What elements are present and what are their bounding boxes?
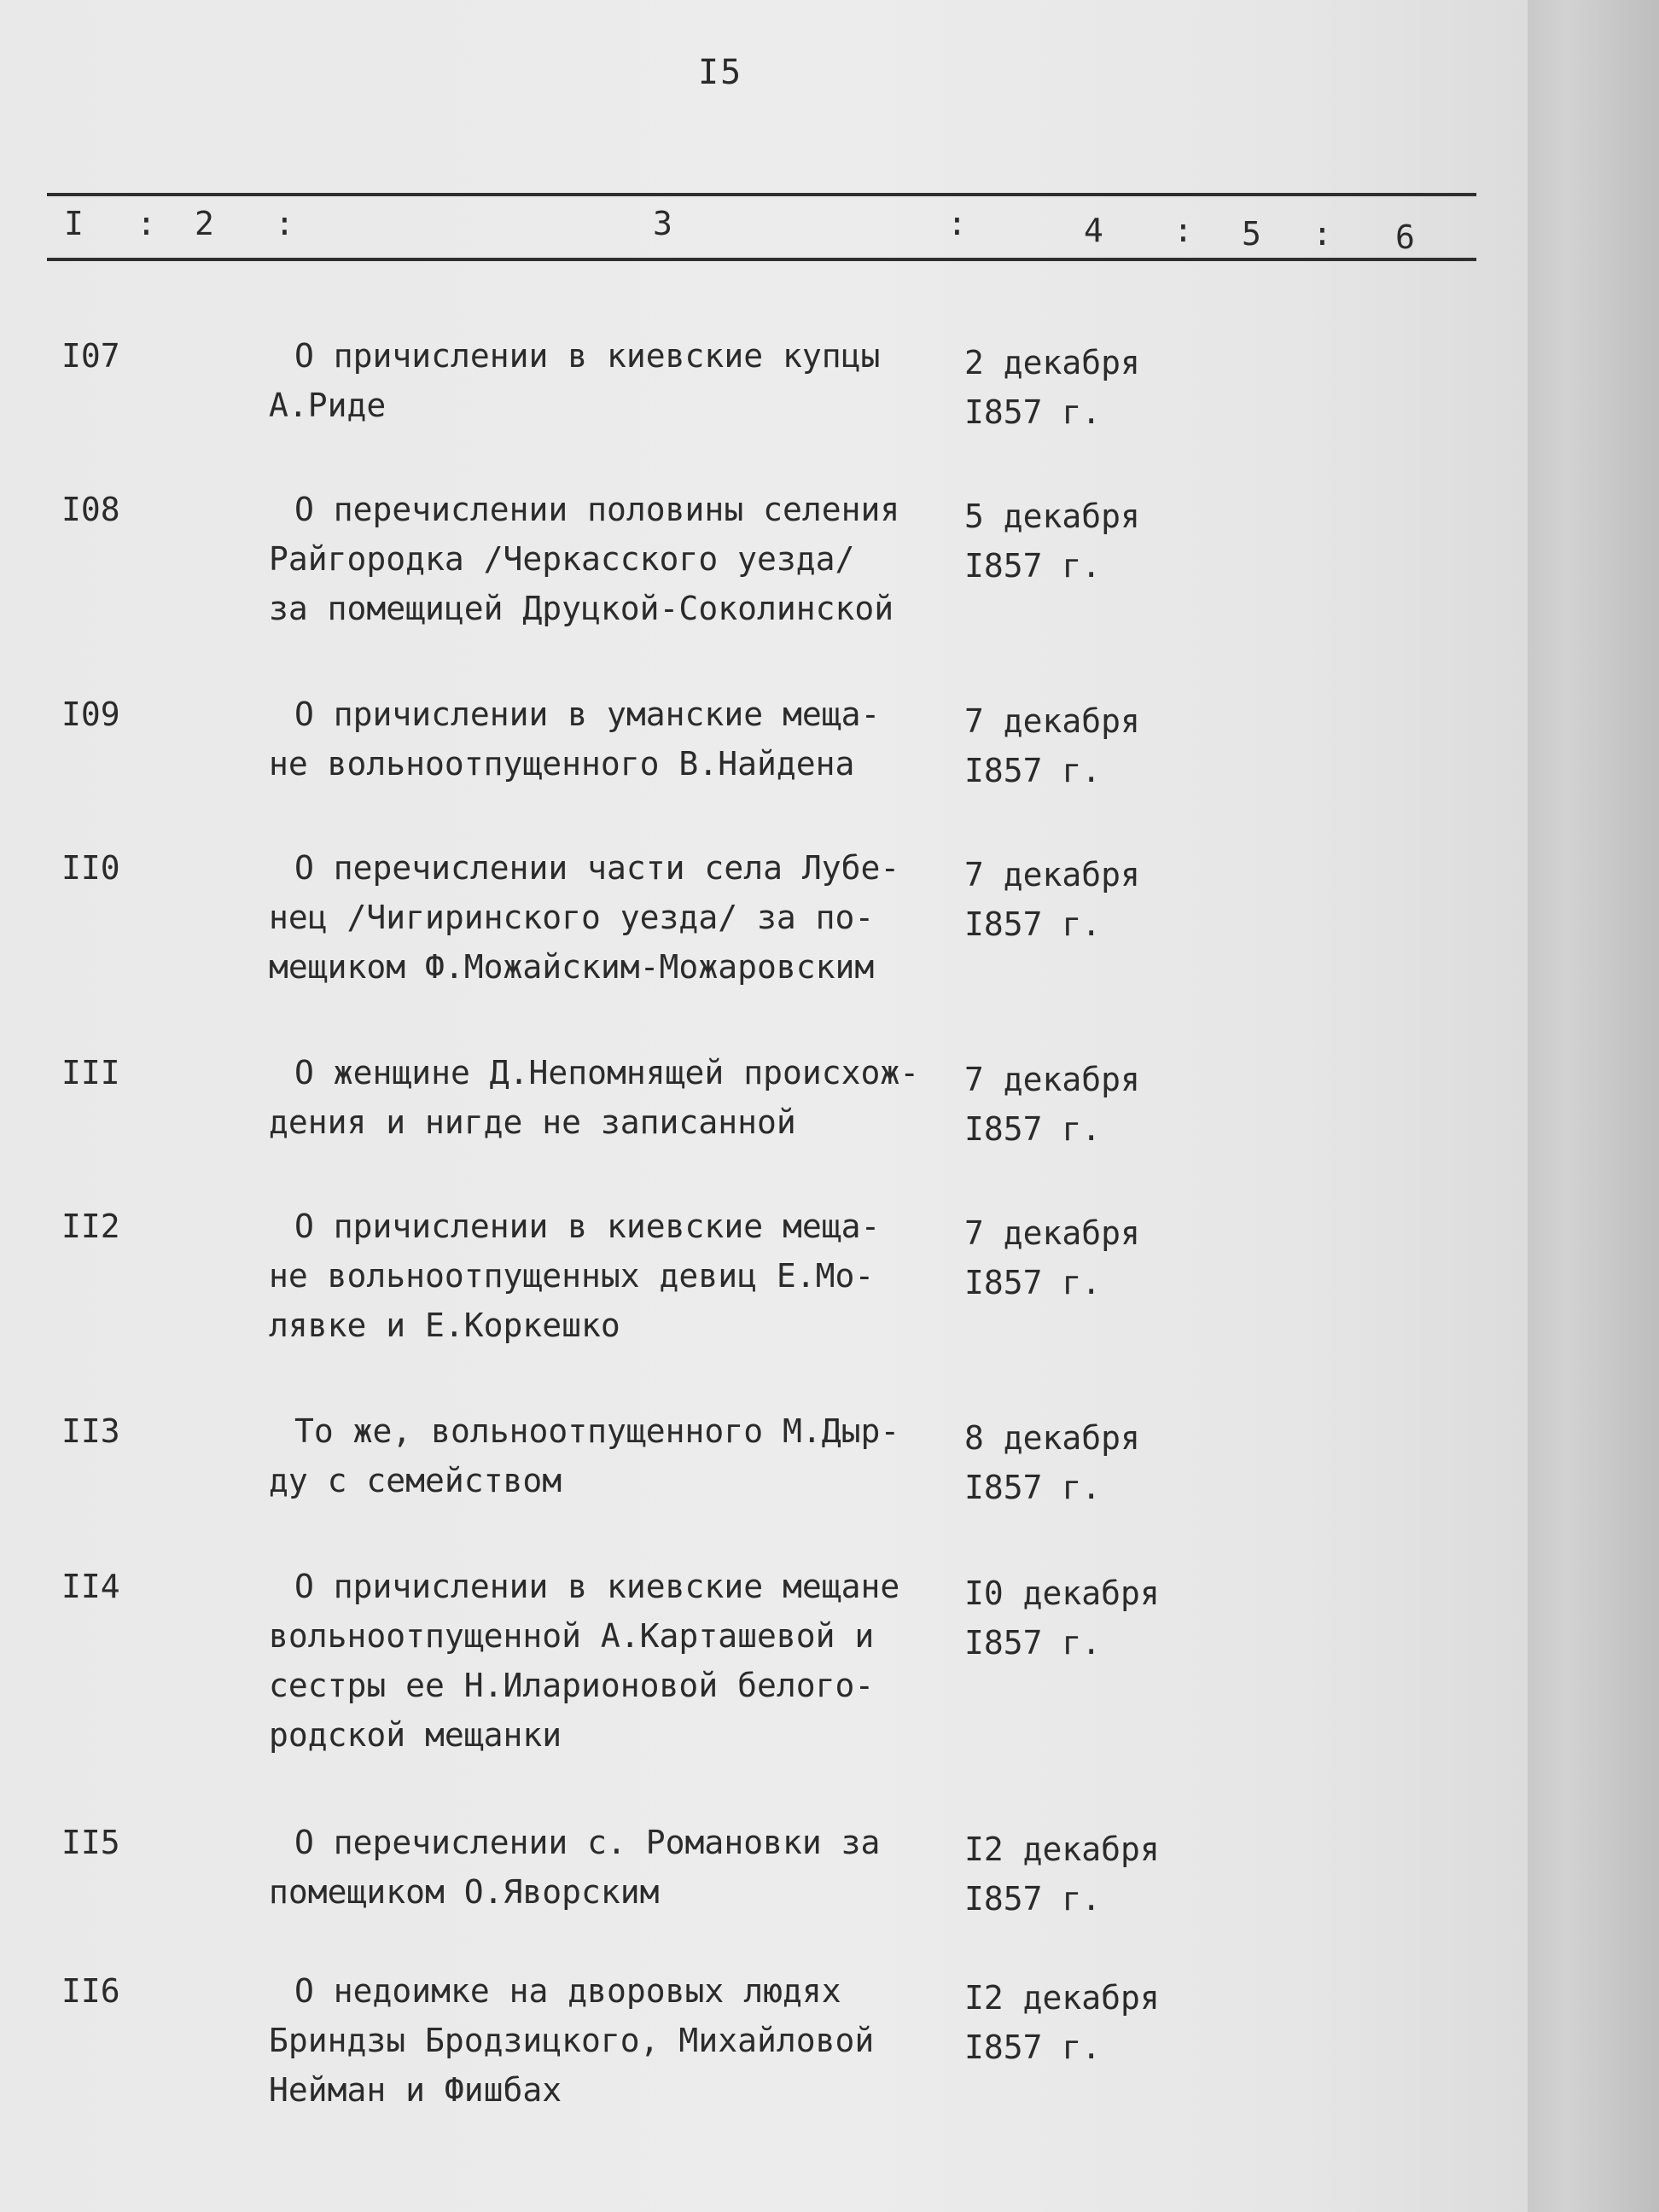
date-line: 5 декабря (964, 498, 1140, 535)
description-line: Нейман и Фишбах (269, 2071, 562, 2109)
row-date (964, 492, 1140, 591)
row-description (269, 1818, 960, 1917)
row-number: III (61, 1054, 120, 1091)
row-description (269, 843, 960, 992)
row-description (269, 1562, 960, 1760)
description-line: родской мещанки (269, 1716, 562, 1754)
row-date (964, 1208, 1140, 1307)
date-line: I857 г. (964, 1624, 1102, 1662)
description-line: не вольноотпущенного В.Найдена (269, 745, 855, 783)
date-line: I857 г. (964, 905, 1102, 943)
date-line: I2 декабря (964, 1831, 1160, 1868)
date-line: I857 г. (964, 1469, 1102, 1506)
column-header-separator: : (1313, 215, 1332, 253)
description-line: О недоимке на дворовых людях (294, 1972, 841, 2010)
column-header-1: I (64, 205, 84, 242)
description-line: О причислении в киевские мещане (294, 1568, 900, 1605)
row-number: II4 (61, 1568, 120, 1605)
row-date (964, 338, 1140, 437)
date-line: I857 г. (964, 1880, 1102, 1918)
row-number: II6 (61, 1972, 120, 2010)
row-number: II5 (61, 1824, 120, 1861)
page-number: I5 (698, 53, 743, 92)
column-header-2: 2 (195, 205, 214, 242)
description-line: нец /Чигиринского уезда/ за по- (269, 899, 875, 936)
description-line: О перечислении с. Романовки за (294, 1824, 881, 1861)
row-date (964, 850, 1140, 949)
description-line: О причислении в уманские меща- (294, 696, 881, 733)
date-line: 7 декабря (964, 1061, 1140, 1098)
description-line: помещиком О.Яворским (269, 1873, 660, 1911)
description-line: А.Риде (269, 387, 387, 424)
row-number: II3 (61, 1412, 120, 1450)
date-line: I2 декабря (964, 1979, 1160, 2017)
description-line: дения и нигде не записанной (269, 1103, 796, 1141)
column-header-separator: : (137, 205, 156, 242)
row-date (964, 1413, 1140, 1512)
row-description (269, 331, 960, 430)
table-header-top-rule (47, 193, 1476, 196)
description-line: О причислении в киевские меща- (294, 1208, 881, 1245)
description-line: Бриндзы Бродзицкого, Михайловой (269, 2022, 875, 2059)
row-date (964, 696, 1140, 795)
row-number: I09 (61, 696, 120, 733)
table-header-bottom-rule (47, 258, 1476, 261)
date-line: 8 декабря (964, 1419, 1140, 1457)
description-line: То же, вольноотпущенного М.Дыр- (294, 1412, 900, 1450)
column-header-separator: : (275, 205, 294, 242)
date-line: I857 г. (964, 752, 1102, 789)
row-number: I07 (61, 337, 120, 375)
description-line: мещиком Ф.Можайским-Можаровским (269, 948, 875, 986)
row-date (964, 1569, 1160, 1668)
row-description (269, 1048, 960, 1147)
date-line: 7 декабря (964, 856, 1140, 894)
description-line: ду с семейством (269, 1462, 562, 1499)
column-header-4: 4 (1084, 212, 1103, 249)
description-line: не вольноотпущенных девиц Е.Мо- (269, 1257, 875, 1295)
row-description (269, 1202, 960, 1350)
date-line: I857 г. (964, 2029, 1102, 2066)
column-header-6: 6 (1395, 218, 1415, 256)
column-header-5: 5 (1242, 215, 1261, 253)
date-line: I857 г. (964, 1110, 1102, 1148)
description-line: сестры ее Н.Иларионовой белого- (269, 1667, 875, 1704)
date-line: 2 декабря (964, 344, 1140, 381)
description-line: О женщине Д.Непомнящей происхож- (294, 1054, 920, 1091)
row-date (964, 1825, 1160, 1924)
description-line: лявке и Е.Коркешко (269, 1307, 620, 1344)
description-line: за помещицей Друцкой-Соколинской (269, 590, 894, 627)
row-number: I08 (61, 491, 120, 528)
row-description (269, 485, 960, 633)
page-edge-shadow (1528, 0, 1659, 2212)
description-line: Райгородка /Черкасского уезда/ (269, 540, 855, 578)
row-date (964, 1973, 1160, 2072)
date-line: 7 декабря (964, 1214, 1140, 1252)
date-line: I857 г. (964, 1264, 1102, 1301)
row-number: II0 (61, 849, 120, 887)
date-line: I0 декабря (964, 1575, 1160, 1612)
column-header-separator: : (947, 205, 967, 242)
row-number: II2 (61, 1208, 120, 1245)
row-description (269, 1406, 960, 1505)
column-header-3: 3 (653, 205, 672, 242)
row-date (964, 1055, 1140, 1154)
description-line: О причислении в киевские купцы (294, 337, 881, 375)
date-line: I857 г. (964, 393, 1102, 431)
row-description (269, 1966, 960, 2115)
description-line: О перечислении части села Лубе- (294, 849, 900, 887)
description-line: О перечислении половины селения (294, 491, 900, 528)
description-line: вольноотпущенной А.Карташевой и (269, 1617, 875, 1655)
row-description (269, 690, 960, 789)
date-line: I857 г. (964, 547, 1102, 585)
column-header-separator: : (1173, 212, 1193, 249)
date-line: 7 декабря (964, 702, 1140, 740)
